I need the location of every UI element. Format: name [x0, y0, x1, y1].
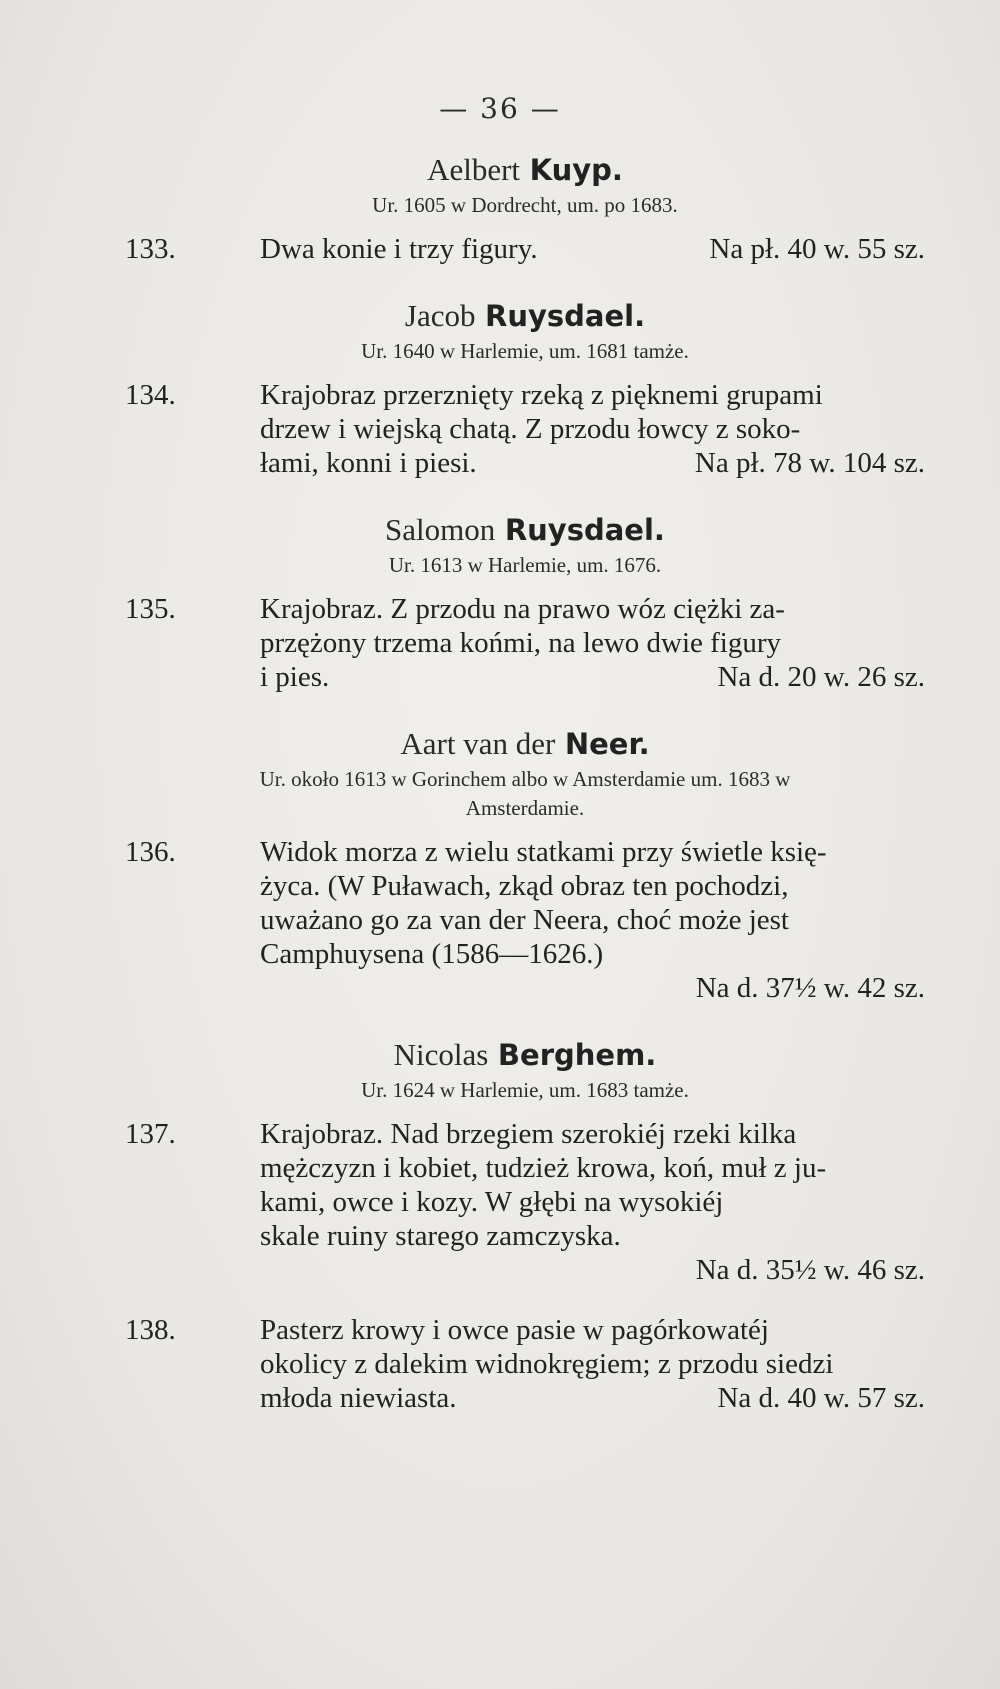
- artist-surname: Ruysdael.: [485, 299, 646, 333]
- entry-line: uważano go za van der Neera, choć może jest: [260, 904, 789, 936]
- artist-name: [125, 1035, 925, 1076]
- entry-line: okolicy z dalekim widnokręgiem; z przodu siedzi: [260, 1348, 834, 1380]
- entry-line: i pies.: [260, 661, 330, 693]
- entry-number: 135.: [125, 593, 176, 625]
- catalog-entry: [125, 232, 925, 266]
- entry-line: skale ruiny starego zamczyska.: [260, 1220, 621, 1252]
- entry-number: 136.: [125, 836, 176, 868]
- artist-given-name: Aart van der: [400, 726, 556, 761]
- entry-medium: Na d. 20 w. 26 sz.: [717, 661, 925, 693]
- artist-bio: Ur. 1613 w Harlemie, um. 1676.: [388, 553, 662, 577]
- artist-name: [125, 724, 925, 765]
- entry-line: łami, konni i piesi.: [260, 447, 477, 479]
- entry-line: młoda niewiasta.: [260, 1382, 457, 1414]
- entry-medium: Na pł. 78 w. 104 sz.: [694, 447, 925, 479]
- artist-heading: [125, 150, 925, 220]
- catalog-text: [125, 150, 925, 1415]
- artist-surname: Berghem.: [497, 1038, 657, 1072]
- page-number: — 36 —: [439, 92, 561, 125]
- artist-bio: Ur. 1640 w Harlemie, um. 1681 tamże.: [361, 339, 689, 363]
- artist-given-name: Jacob: [404, 298, 476, 333]
- entry-line: życa. (W Puławach, zkąd obraz ten pochodzi,: [260, 870, 789, 902]
- artist-heading: [125, 510, 925, 580]
- artist-heading: [125, 1035, 925, 1105]
- entry-line: Dwa konie i trzy figury.: [260, 233, 538, 265]
- entry-number: 134.: [125, 379, 176, 411]
- catalog-entry: [125, 592, 925, 694]
- artist-name: [125, 296, 925, 337]
- entry-medium: Na d. 40 w. 57 sz.: [717, 1382, 925, 1414]
- entry-number: 138.: [125, 1314, 176, 1346]
- entry-number: 133.: [125, 233, 176, 265]
- artist-given-name: Salomon: [385, 512, 496, 547]
- artist-given-name: Aelbert: [427, 152, 521, 187]
- artist-heading: [125, 296, 925, 366]
- artist-name: [125, 150, 925, 191]
- catalog-entry: [125, 378, 925, 480]
- entry-line: kami, owce i kozy. W głębi na wysokiéj: [260, 1186, 724, 1218]
- artist-heading: [125, 724, 925, 823]
- artist-surname: Neer.: [564, 727, 650, 761]
- entry-number: 137.: [125, 1118, 176, 1150]
- catalog-entry: [125, 835, 925, 1005]
- artist-name: [125, 510, 925, 551]
- entry-line: przężony trzema końmi, na lewo dwie figury: [260, 627, 782, 659]
- entry-line: Widok morza z wielu statkami przy świetle księ-: [260, 836, 827, 868]
- artist-bio: Ur. około 1613 w Gorinchem albo w Amsterdamie um. 1683 w Amsterdamie.: [259, 767, 791, 820]
- entry-line: Pasterz krowy i owce pasie w pagórkowatéj: [260, 1314, 769, 1346]
- catalog-entry: [125, 1313, 925, 1415]
- entry-line: Camphuysena (1586—1626.): [260, 938, 604, 970]
- entry-medium: Na d. 37½ w. 42 sz.: [695, 972, 925, 1004]
- artist-surname: Kuyp.: [529, 153, 623, 187]
- artist-given-name: Nicolas: [393, 1037, 489, 1072]
- artist-bio: Ur. 1605 w Dordrecht, um. po 1683.: [372, 193, 678, 217]
- catalog-entry: [125, 1117, 925, 1287]
- entry-line: Krajobraz. Nad brzegiem szerokiéj rzeki kilka: [260, 1118, 797, 1150]
- entry-line: Krajobraz. Z przodu na prawo wóz ciężki za-: [260, 593, 785, 625]
- artist-surname: Ruysdael.: [504, 513, 665, 547]
- entry-medium: Na d. 35½ w. 46 sz.: [695, 1254, 925, 1286]
- artist-bio: Ur. 1624 w Harlemie, um. 1683 tamże.: [361, 1078, 689, 1102]
- entry-medium: Na pł. 40 w. 55 sz.: [709, 233, 925, 265]
- entry-line: Krajobraz przerznięty rzeką z pięknemi grupami: [260, 379, 823, 411]
- entry-line: mężczyzn i kobiet, tudzież krowa, koń, muł z ju-: [260, 1152, 827, 1184]
- entry-line: drzew i wiejską chatą. Z przodu łowcy z soko-: [260, 413, 801, 445]
